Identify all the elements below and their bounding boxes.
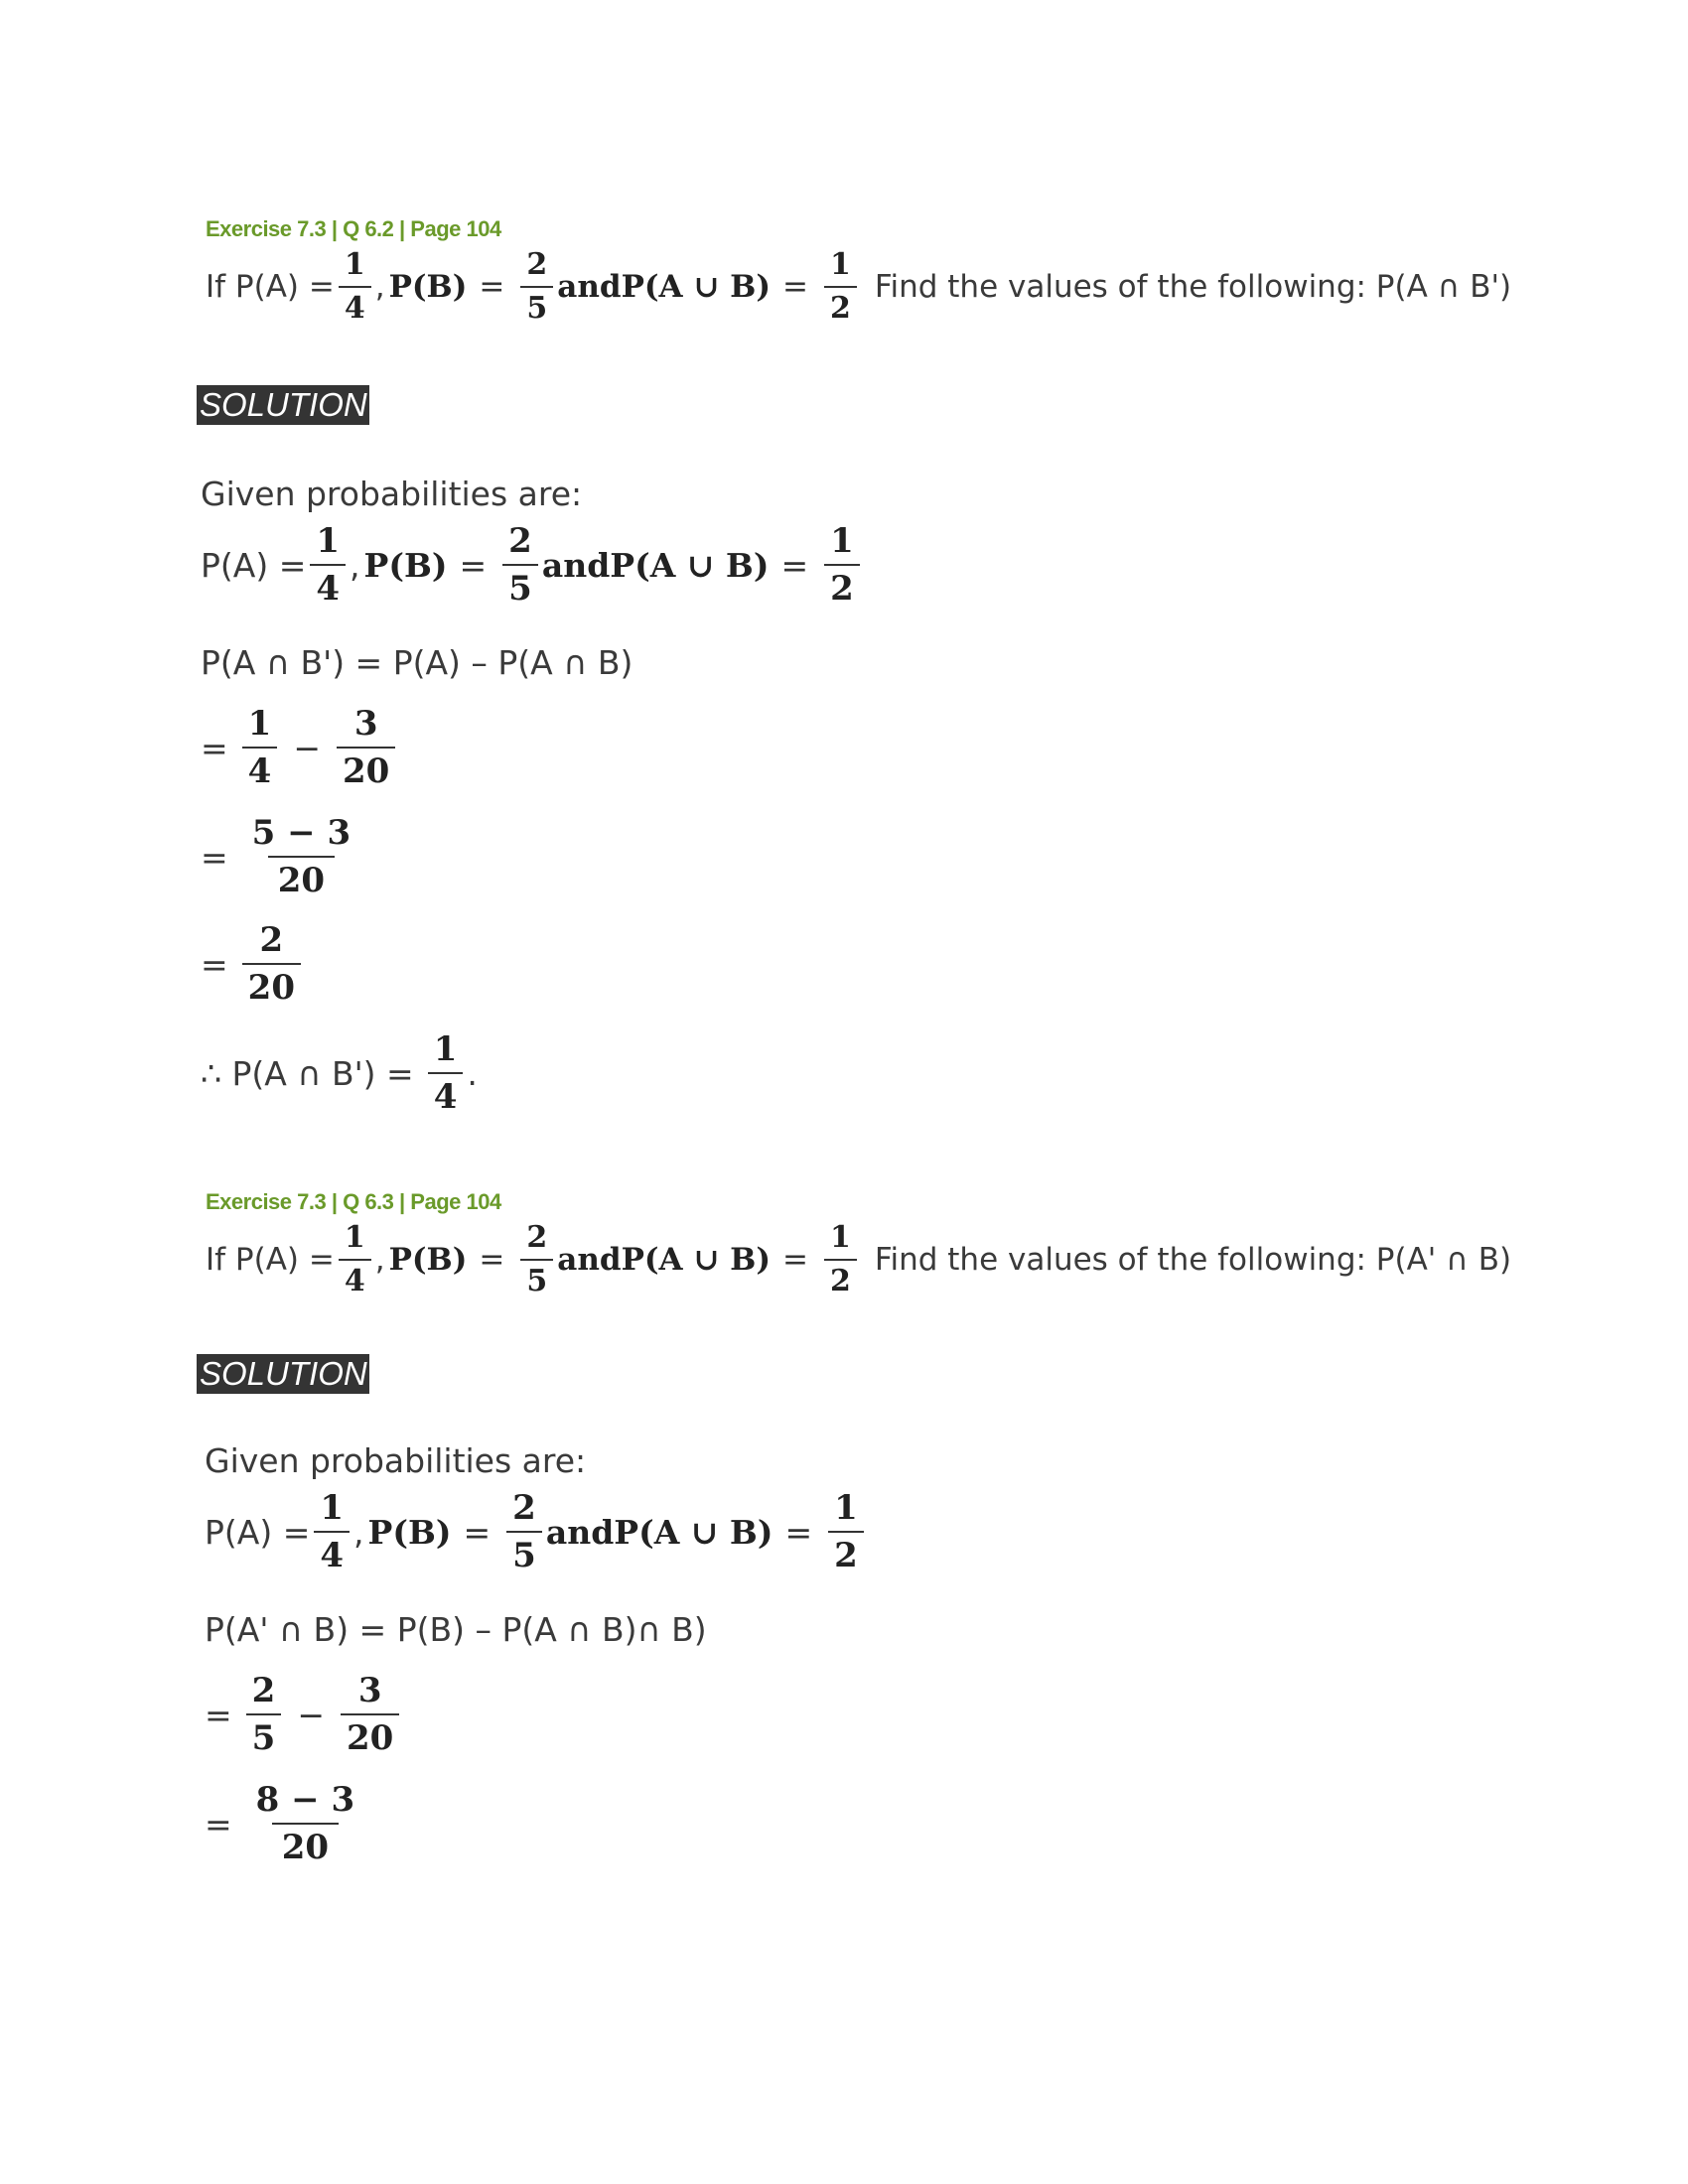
numerator: 2 (251, 1671, 276, 1710)
result-dot: . (467, 1053, 478, 1093)
question-prefix: If P(A) = (206, 1242, 335, 1278)
solution-badge: SOLUTION (197, 385, 369, 425)
denominator: 20 (341, 1713, 399, 1755)
numerator: 8 − 3 (255, 1780, 355, 1820)
comma: , (374, 1242, 385, 1278)
fraction-a (242, 704, 278, 791)
union-label: andP(A ∪ B) (541, 545, 770, 585)
pb-label: P(B) (388, 1242, 468, 1278)
numerator: 1 (247, 704, 272, 744)
pa-label: P(A) = (201, 545, 307, 585)
denominator: 2 (824, 286, 857, 324)
equals-sign: = (463, 1512, 492, 1552)
formula-line (201, 643, 633, 682)
minus-sign: − (293, 728, 321, 767)
formula-text: P(A ∩ B') = P(A) – P(A ∩ B) (201, 643, 633, 682)
fraction-pa (339, 247, 371, 326)
step-line (201, 920, 305, 1008)
solution-badge: SOLUTION (197, 1354, 369, 1394)
numerator: 1 (320, 1488, 345, 1528)
fraction-pb (506, 1488, 542, 1575)
denominator: 20 (272, 1823, 339, 1864)
denominator: 4 (339, 1259, 371, 1297)
numerator: 1 (830, 1220, 851, 1255)
fraction (242, 920, 301, 1008)
fraction-pb (520, 1220, 553, 1298)
fraction-pu (824, 1220, 857, 1298)
denominator: 5 (506, 1531, 542, 1572)
numerator: 2 (512, 1488, 536, 1528)
equals-sign: = (205, 1804, 232, 1843)
denominator: 20 (337, 747, 395, 788)
denominator: 4 (310, 564, 346, 606)
pa-label: P(A) = (205, 1512, 311, 1552)
formula-line (205, 1610, 707, 1649)
given-line (201, 521, 864, 609)
denominator: 20 (268, 856, 335, 897)
union-label: andP(A ∪ B) (545, 1512, 774, 1552)
pb-label: P(B) (363, 545, 448, 585)
denominator: 4 (428, 1072, 464, 1114)
denominator: 5 (520, 1259, 553, 1297)
fraction-a (246, 1671, 282, 1758)
equals-sign: = (782, 1242, 809, 1278)
fraction (242, 813, 360, 900)
equals-sign: = (782, 269, 809, 305)
exercise-label: Exercise 7.3 | Q 6.2 | Page 104 (206, 216, 501, 241)
numerator: 5 − 3 (251, 813, 352, 853)
given-heading (205, 1441, 586, 1480)
numerator: 2 (508, 521, 532, 561)
fraction-pa (339, 1220, 371, 1298)
fraction-result (428, 1029, 464, 1117)
exercise-label: Exercise 7.3 | Q 6.3 | Page 104 (206, 1189, 501, 1214)
question-line (206, 247, 1512, 326)
denominator: 5 (520, 286, 553, 324)
equals-sign: = (459, 545, 488, 585)
fraction-b (341, 1671, 399, 1758)
given-line (205, 1488, 868, 1575)
given-heading (201, 475, 582, 513)
comma: , (374, 269, 385, 305)
numerator: 3 (357, 1671, 382, 1710)
equals-sign: = (205, 1695, 232, 1734)
denominator: 4 (242, 747, 278, 788)
equals-sign: = (201, 728, 228, 767)
numerator: 1 (433, 1029, 458, 1069)
step-line (205, 1671, 403, 1758)
union-label: andP(A ∪ B) (557, 1242, 772, 1278)
question-text: Find the values of the following: P(A ∩ B') (874, 269, 1512, 305)
denominator: 20 (242, 963, 301, 1005)
denominator: 4 (339, 286, 371, 324)
equals-sign: = (784, 1512, 813, 1552)
denominator: 2 (828, 1531, 864, 1572)
numerator: 3 (353, 704, 378, 744)
comma: , (350, 545, 360, 585)
question-prefix: If P(A) = (206, 269, 335, 305)
fraction-pu (828, 1488, 864, 1575)
numerator: 1 (830, 247, 851, 282)
fraction (246, 1780, 364, 1867)
fraction-pa (310, 521, 346, 609)
given-text: Given probabilities are: (205, 1441, 587, 1480)
denominator: 5 (246, 1713, 282, 1755)
denominator: 2 (824, 1259, 857, 1297)
numerator: 1 (344, 247, 365, 282)
fraction-pb (502, 521, 538, 609)
fraction-pb (520, 247, 553, 326)
union-label: andP(A ∪ B) (557, 269, 772, 305)
question-line (206, 1220, 1512, 1298)
fraction-pa (314, 1488, 350, 1575)
step-line (201, 704, 399, 791)
numerator: 1 (316, 521, 341, 561)
numerator: 1 (830, 521, 854, 561)
numerator: 2 (526, 247, 548, 282)
fraction-b (337, 704, 395, 791)
numerator: 1 (834, 1488, 858, 1528)
denominator: 5 (502, 564, 538, 606)
formula-text: P(A' ∩ B) = P(B) – P(A ∩ B)∩ B) (205, 1610, 707, 1649)
equals-sign: = (201, 944, 228, 984)
step-line (201, 813, 364, 900)
fraction-pu (824, 521, 860, 609)
comma: , (353, 1512, 364, 1552)
equals-sign: = (479, 1242, 505, 1278)
fraction-pu (824, 247, 857, 326)
equals-sign: = (201, 837, 228, 877)
pb-label: P(B) (367, 1512, 452, 1552)
equals-sign: = (780, 545, 809, 585)
pb-label: P(B) (388, 269, 468, 305)
result-line (201, 1029, 478, 1117)
numerator: 2 (526, 1220, 548, 1255)
denominator: 4 (314, 1531, 350, 1572)
result-label: ∴ P(A ∩ B') = (201, 1053, 414, 1093)
equals-sign: = (479, 269, 505, 305)
numerator: 1 (344, 1220, 365, 1255)
given-text: Given probabilities are: (201, 475, 583, 513)
numerator: 2 (259, 920, 284, 960)
denominator: 2 (824, 564, 860, 606)
question-text: Find the values of the following: P(A' ∩ B) (874, 1242, 1512, 1278)
step-line (205, 1780, 368, 1867)
minus-sign: − (297, 1695, 325, 1734)
